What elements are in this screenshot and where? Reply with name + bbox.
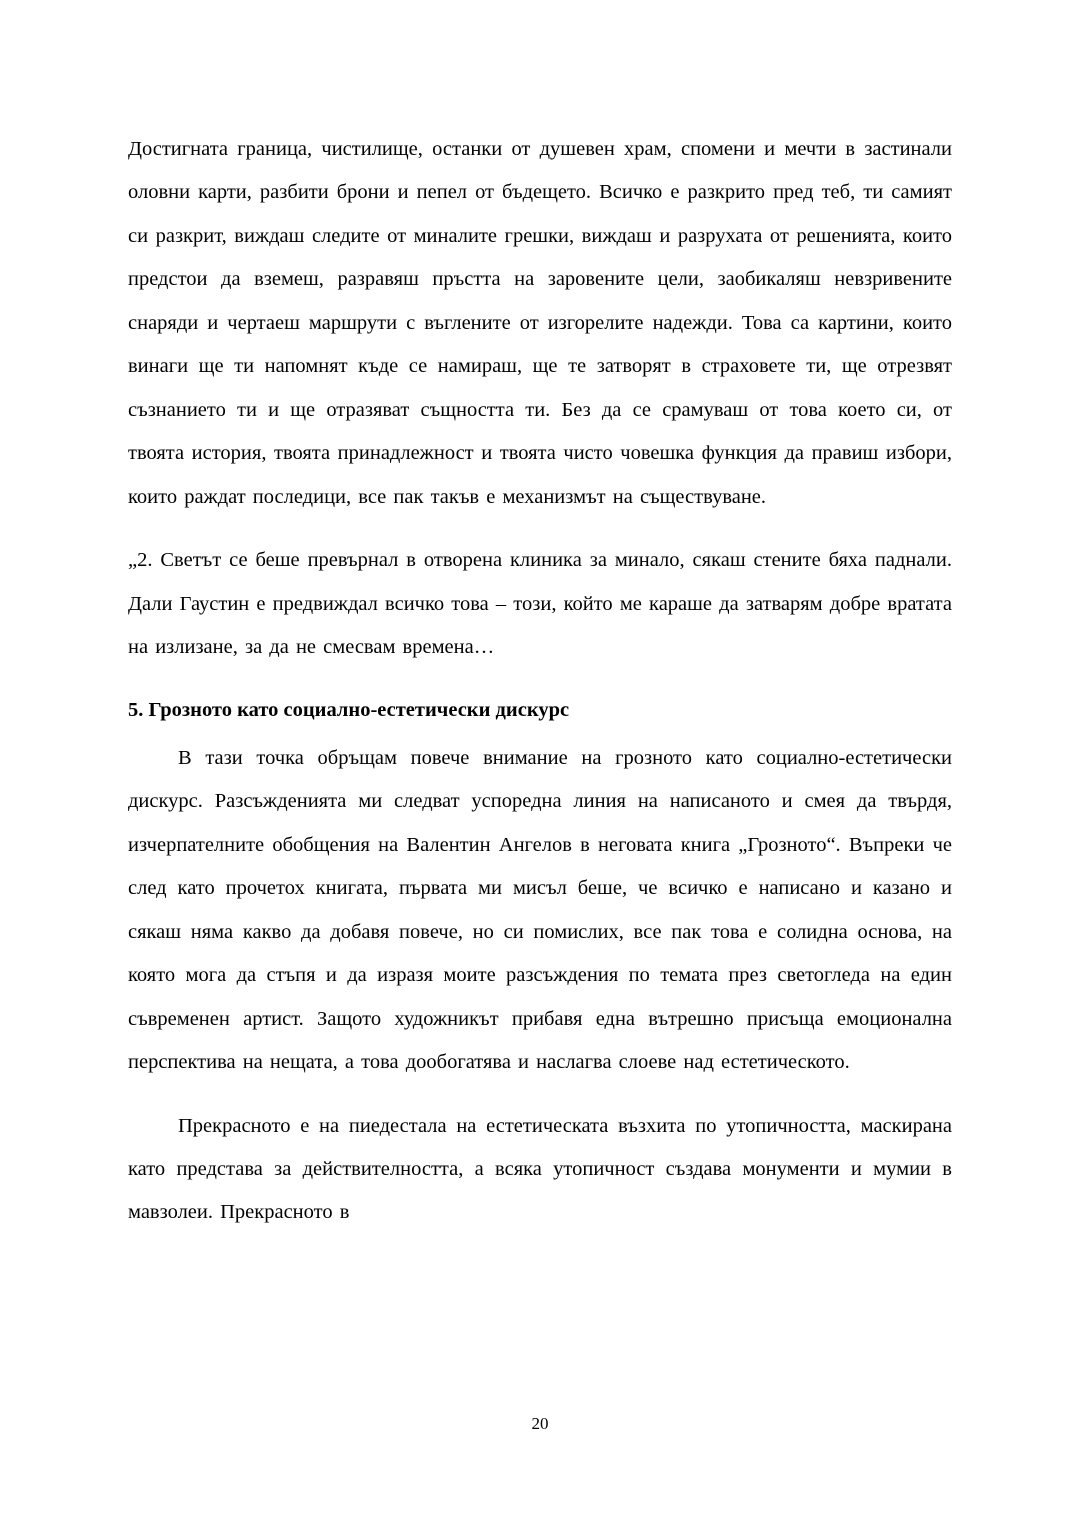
paragraph: Достигната граница, чистилище, останки от душевен храм, спомени и мечти в застинали оловни карти, разбити брони и пепел от бъдещето. Всичко е разкрито пред теб, ти самият си разкрит, виждаш следите от миналите грешки, виждаш и разрухата от решенията, които предстои да вземеш, разравяш пръстта на заровените цели, заобикаляш невзривените снаряди и чертаеш маршрути с въглените от изгорелите надежди. Това са картини, които винаги ще ти напомнят къде се намираш, ще те затворят в страховете ти, ще отрезвят съзнанието ти и ще отразяват същността ти. Без да се срамуваш от това което си, от твоята история, твоята принадлежност и твоята чисто човешка функция да правиш избори, които раждат последици, все пак такъв е механизмът на съществуване.	[128, 138, 952, 508]
paragraph: Прекрасното е на пиедестала на естетическата възхита по утопичността, маскирана като представа за действителността, а всяка утопичност създава монументи и мумии в мавзолеи. Прекрасното в	[128, 1114, 952, 1224]
paragraph: В тази точка обръщам повече внимание на грозното като социално-естетически дискурс. Разсъжденията ми следват успоредна линия на написаното и смея да твърдя, изчерпателните обобщения на Валентин Ангелов в неговата книга „Грозното“. Въпреки че след като прочетох книгата, първата ми мисъл беше, че всичко е написано и казано и сякаш няма какво да добавя повече, но си помислих, все пак това е солидна основа, на която мога да стъпя и да изразя моите разсъждения по темата през светогледа на един съвременен артист. Защото художникът прибавя една вътрешно присъща емоционална перспектива на нещата, а това дообогатява и наслагва слоеве над естетическото.	[128, 746, 952, 1074]
page-number: 20	[531, 1414, 549, 1433]
section-heading: 5. Грозното като социално-естетически дискурс	[128, 699, 570, 722]
page-content	[128, 128, 952, 1255]
paragraph: „2. Светът се беше превърнал в отворена клиника за минало, сякаш стените бяха паднали. Дали Гаустин е предвиждал всичко това – този, който ме караше да затварям добре вратата на излизане, за да не смесвам времена…	[128, 549, 952, 658]
